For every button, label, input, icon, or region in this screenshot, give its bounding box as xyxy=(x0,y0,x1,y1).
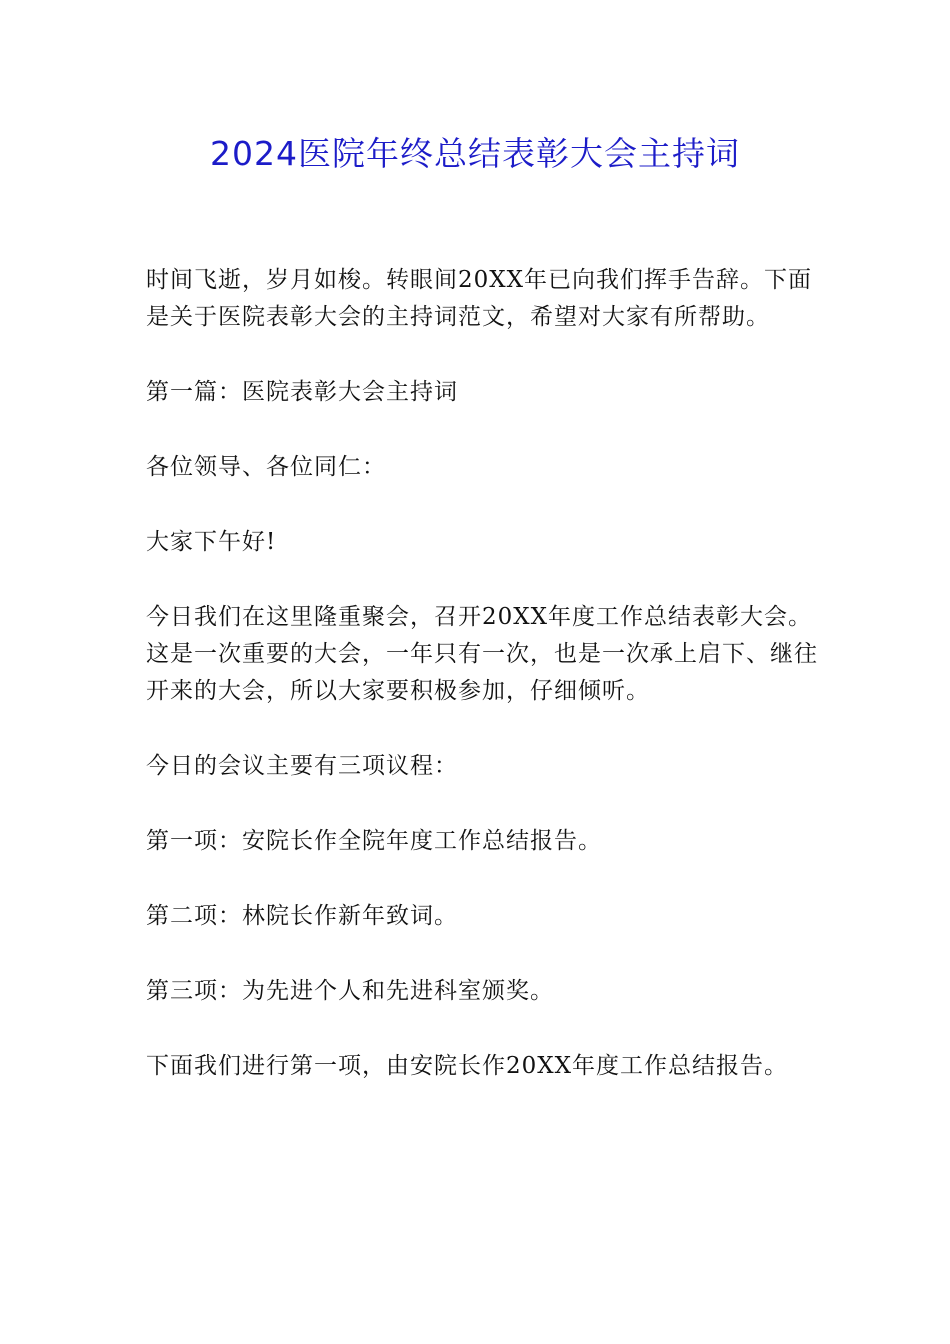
paragraph-first-item-start: 下面我们进行第一项，由安院长作20XX年度工作总结报告。 xyxy=(146,1053,789,1079)
paragraph-agenda-item-1: 第一项：安院长作全院年度工作总结报告。 xyxy=(146,828,602,854)
paragraph-greeting: 大家下午好! xyxy=(146,529,277,555)
paragraph-agenda-item-2: 第二项：林院长作新年致词。 xyxy=(146,903,458,929)
document-body xyxy=(146,262,826,1123)
paragraph-chapter-heading: 第一篇：医院表彰大会主持词 xyxy=(146,379,458,405)
paragraph-salutation: 各位领导、各位同仁： xyxy=(146,454,386,480)
paragraph-opening: 今日我们在这里隆重聚会，召开20XX年度工作总结表彰大会。这是一次重要的大会，一年只有一次，也是一次承上启下、继往开来的大会，所以大家要积极参加，仔细倾听。 xyxy=(146,604,818,704)
paragraph-agenda-intro: 今日的会议主要有三项议程： xyxy=(146,753,458,779)
paragraph-agenda-item-3: 第三项：为先进个人和先进科室颁奖。 xyxy=(146,978,554,1004)
document-title: 2024医院年终总结表彰大会主持词 xyxy=(210,134,740,173)
paragraph-intro: 时间飞逝，岁月如梭。转眼间20XX年已向我们挥手告辞。下面是关于医院表彰大会的主持词范文，希望对大家有所帮助。 xyxy=(146,267,813,330)
